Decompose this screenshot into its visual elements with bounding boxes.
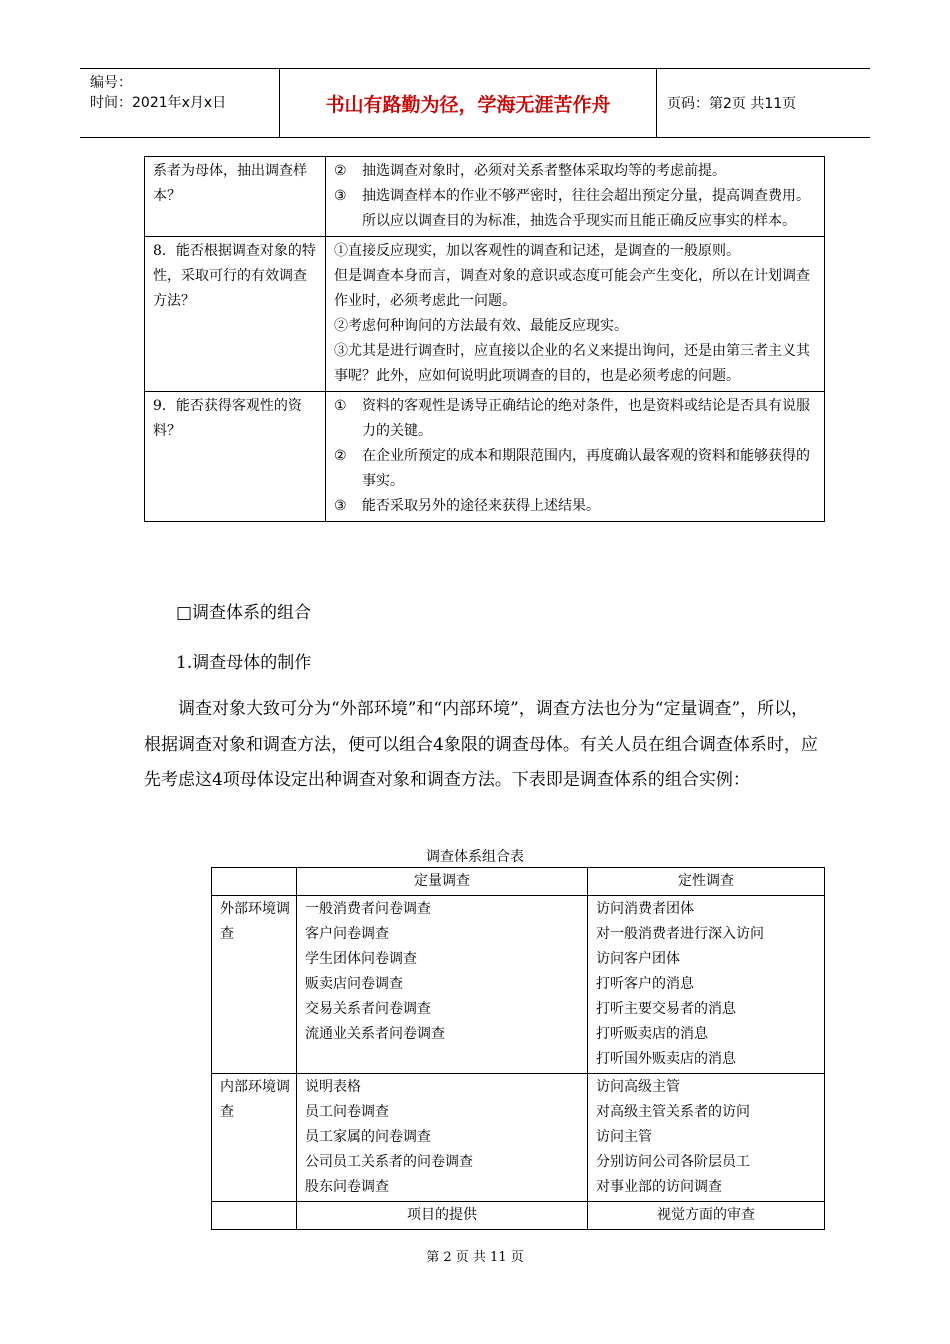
list-item: 学生团体问卷调查 xyxy=(305,951,417,967)
list-item: 打听客户的消息 xyxy=(596,976,694,992)
list-item: 访问主管 xyxy=(596,1129,652,1145)
checklist-table xyxy=(144,156,825,522)
list-item: ③ 抽选调查样本的作业不够严密时，往往会超出预定分量，提高调查费用。所以应以调查目的为标准，抽选合乎现实而且能正确反应事实的样本。 xyxy=(334,188,810,229)
list-item: 对事业部的访问调查 xyxy=(596,1179,722,1195)
list-item: 对一般消费者进行深入访问 xyxy=(596,926,764,942)
list-item: 股东问卷调查 xyxy=(305,1179,389,1195)
table-row xyxy=(212,1074,825,1202)
column-header: 定性调查 xyxy=(588,868,825,896)
answer-cell xyxy=(326,392,825,522)
list-item: ② 抽选调查对象时，必须对关系者整体采取均等的考虑前提。 xyxy=(334,163,726,179)
list-item: 交易关系者问卷调查 xyxy=(305,1001,431,1017)
quantitative-cell xyxy=(297,896,588,1074)
row-label: 内部环境调查 xyxy=(212,1074,297,1202)
survey-system-table xyxy=(211,867,825,1230)
footer-cell: 视觉方面的审查 xyxy=(588,1202,825,1230)
header-meta xyxy=(80,69,280,137)
list-item: 访问消费者团体 xyxy=(596,901,694,917)
sub-heading: 1.调查母体的制作 xyxy=(176,653,312,673)
table-row xyxy=(212,896,825,1074)
list-item: 贩卖店问卷调查 xyxy=(305,976,403,992)
quantitative-cell xyxy=(297,1074,588,1202)
list-item: 流通业关系者问卷调查 xyxy=(305,1026,445,1042)
list-item: 打听主要交易者的消息 xyxy=(596,1001,736,1017)
qualitative-cell xyxy=(588,1074,825,1202)
header-page-info: 页码：第2页 共11页 xyxy=(667,96,797,112)
footer-empty-cell xyxy=(212,1202,297,1230)
document-number-label: 编号： xyxy=(90,75,132,91)
list-item: 访问客户团体 xyxy=(596,951,680,967)
list-item: ③ 能否采取另外的途径来获得上述结果。 xyxy=(334,498,600,514)
answer-paragraph: ②考虑何种询问的方法最有效、最能反应现实。 xyxy=(334,318,628,334)
row-label: 外部环境调查 xyxy=(212,896,297,1074)
question-cell: 9．能否获得客观性的资料？ xyxy=(145,392,326,522)
list-item: 分别访问公司各阶层员工 xyxy=(596,1154,750,1170)
list-item: 客户问卷调查 xyxy=(305,926,389,942)
section-heading: □调查体系的组合 xyxy=(176,603,312,623)
answer-paragraph: 但是调查本身而言，调查对象的意识或态度可能会产生变化，所以在计划调查作业时，必须考虑此一问题。 xyxy=(334,268,810,309)
list-item: 员工问卷调查 xyxy=(305,1104,389,1120)
table-caption: 调查体系组合表 xyxy=(426,849,524,865)
list-item: 一般消费者问卷调查 xyxy=(305,901,431,917)
table-row xyxy=(145,237,825,392)
table-row xyxy=(212,1202,825,1230)
header-empty-cell xyxy=(212,868,297,896)
question-cell: 8．能否根据调查对象的特性，采取可行的有效调查方法？ xyxy=(145,237,326,392)
answer-paragraph: ③尤其是进行调查时，应直接以企业的名义来提出询问，还是由第三者主义其事呢？此外，应如何说明此项调查的目的，也是必须考虑的问题。 xyxy=(334,343,810,384)
table-row xyxy=(145,157,825,237)
column-header: 定量调查 xyxy=(297,868,588,896)
list-item: ② 在企业所预定的成本和期限范围内，再度确认最客观的资料和能够获得的事实。 xyxy=(334,448,810,489)
list-item: 对高级主管关系者的访问 xyxy=(596,1104,750,1120)
answer-cell xyxy=(326,237,825,392)
list-item: ① 资料的客观性是诱导正确结论的绝对条件，也是资料或结论是否具有说服力的关键。 xyxy=(334,398,810,439)
table-header-row xyxy=(212,868,825,896)
list-item: 打听国外贩卖店的消息 xyxy=(596,1051,736,1067)
footer-cell: 项目的提供 xyxy=(297,1202,588,1230)
qualitative-cell xyxy=(588,896,825,1074)
answer-cell xyxy=(326,157,825,237)
document-time-label: 时间：2021年x月x日 xyxy=(90,95,227,111)
page-footer: 第 2 页 共 11 页 xyxy=(426,1250,524,1265)
table-row xyxy=(145,392,825,522)
list-item: 员工家属的问卷调查 xyxy=(305,1129,431,1145)
list-item: 说明表格 xyxy=(305,1079,361,1095)
list-item: 打听贩卖店的消息 xyxy=(596,1026,708,1042)
header-motto: 书山有路勤为径，学海无涯苦作舟 xyxy=(280,69,657,137)
body-paragraph: 调查对象大致可分为“外部环境”和“内部环境”，调查方法也分为“定量调查”，所以，根据调查对象和调查方法，便可以组合4象限的调查母体。有关人员在组合调查体系时，应先考虑这4项母体设定出种调查对象和调查方法。下表即是调查体系的组合实例： xyxy=(144,699,818,790)
question-cell: 系者为母体，抽出调查样本？ xyxy=(145,157,326,237)
list-item: 访问高级主管 xyxy=(596,1079,680,1095)
list-item: 公司员工关系者的问卷调查 xyxy=(305,1154,473,1170)
page-header xyxy=(80,68,870,138)
answer-paragraph: ①直接反应现实，加以客观性的调查和记述，是调查的一般原则。 xyxy=(334,243,740,259)
